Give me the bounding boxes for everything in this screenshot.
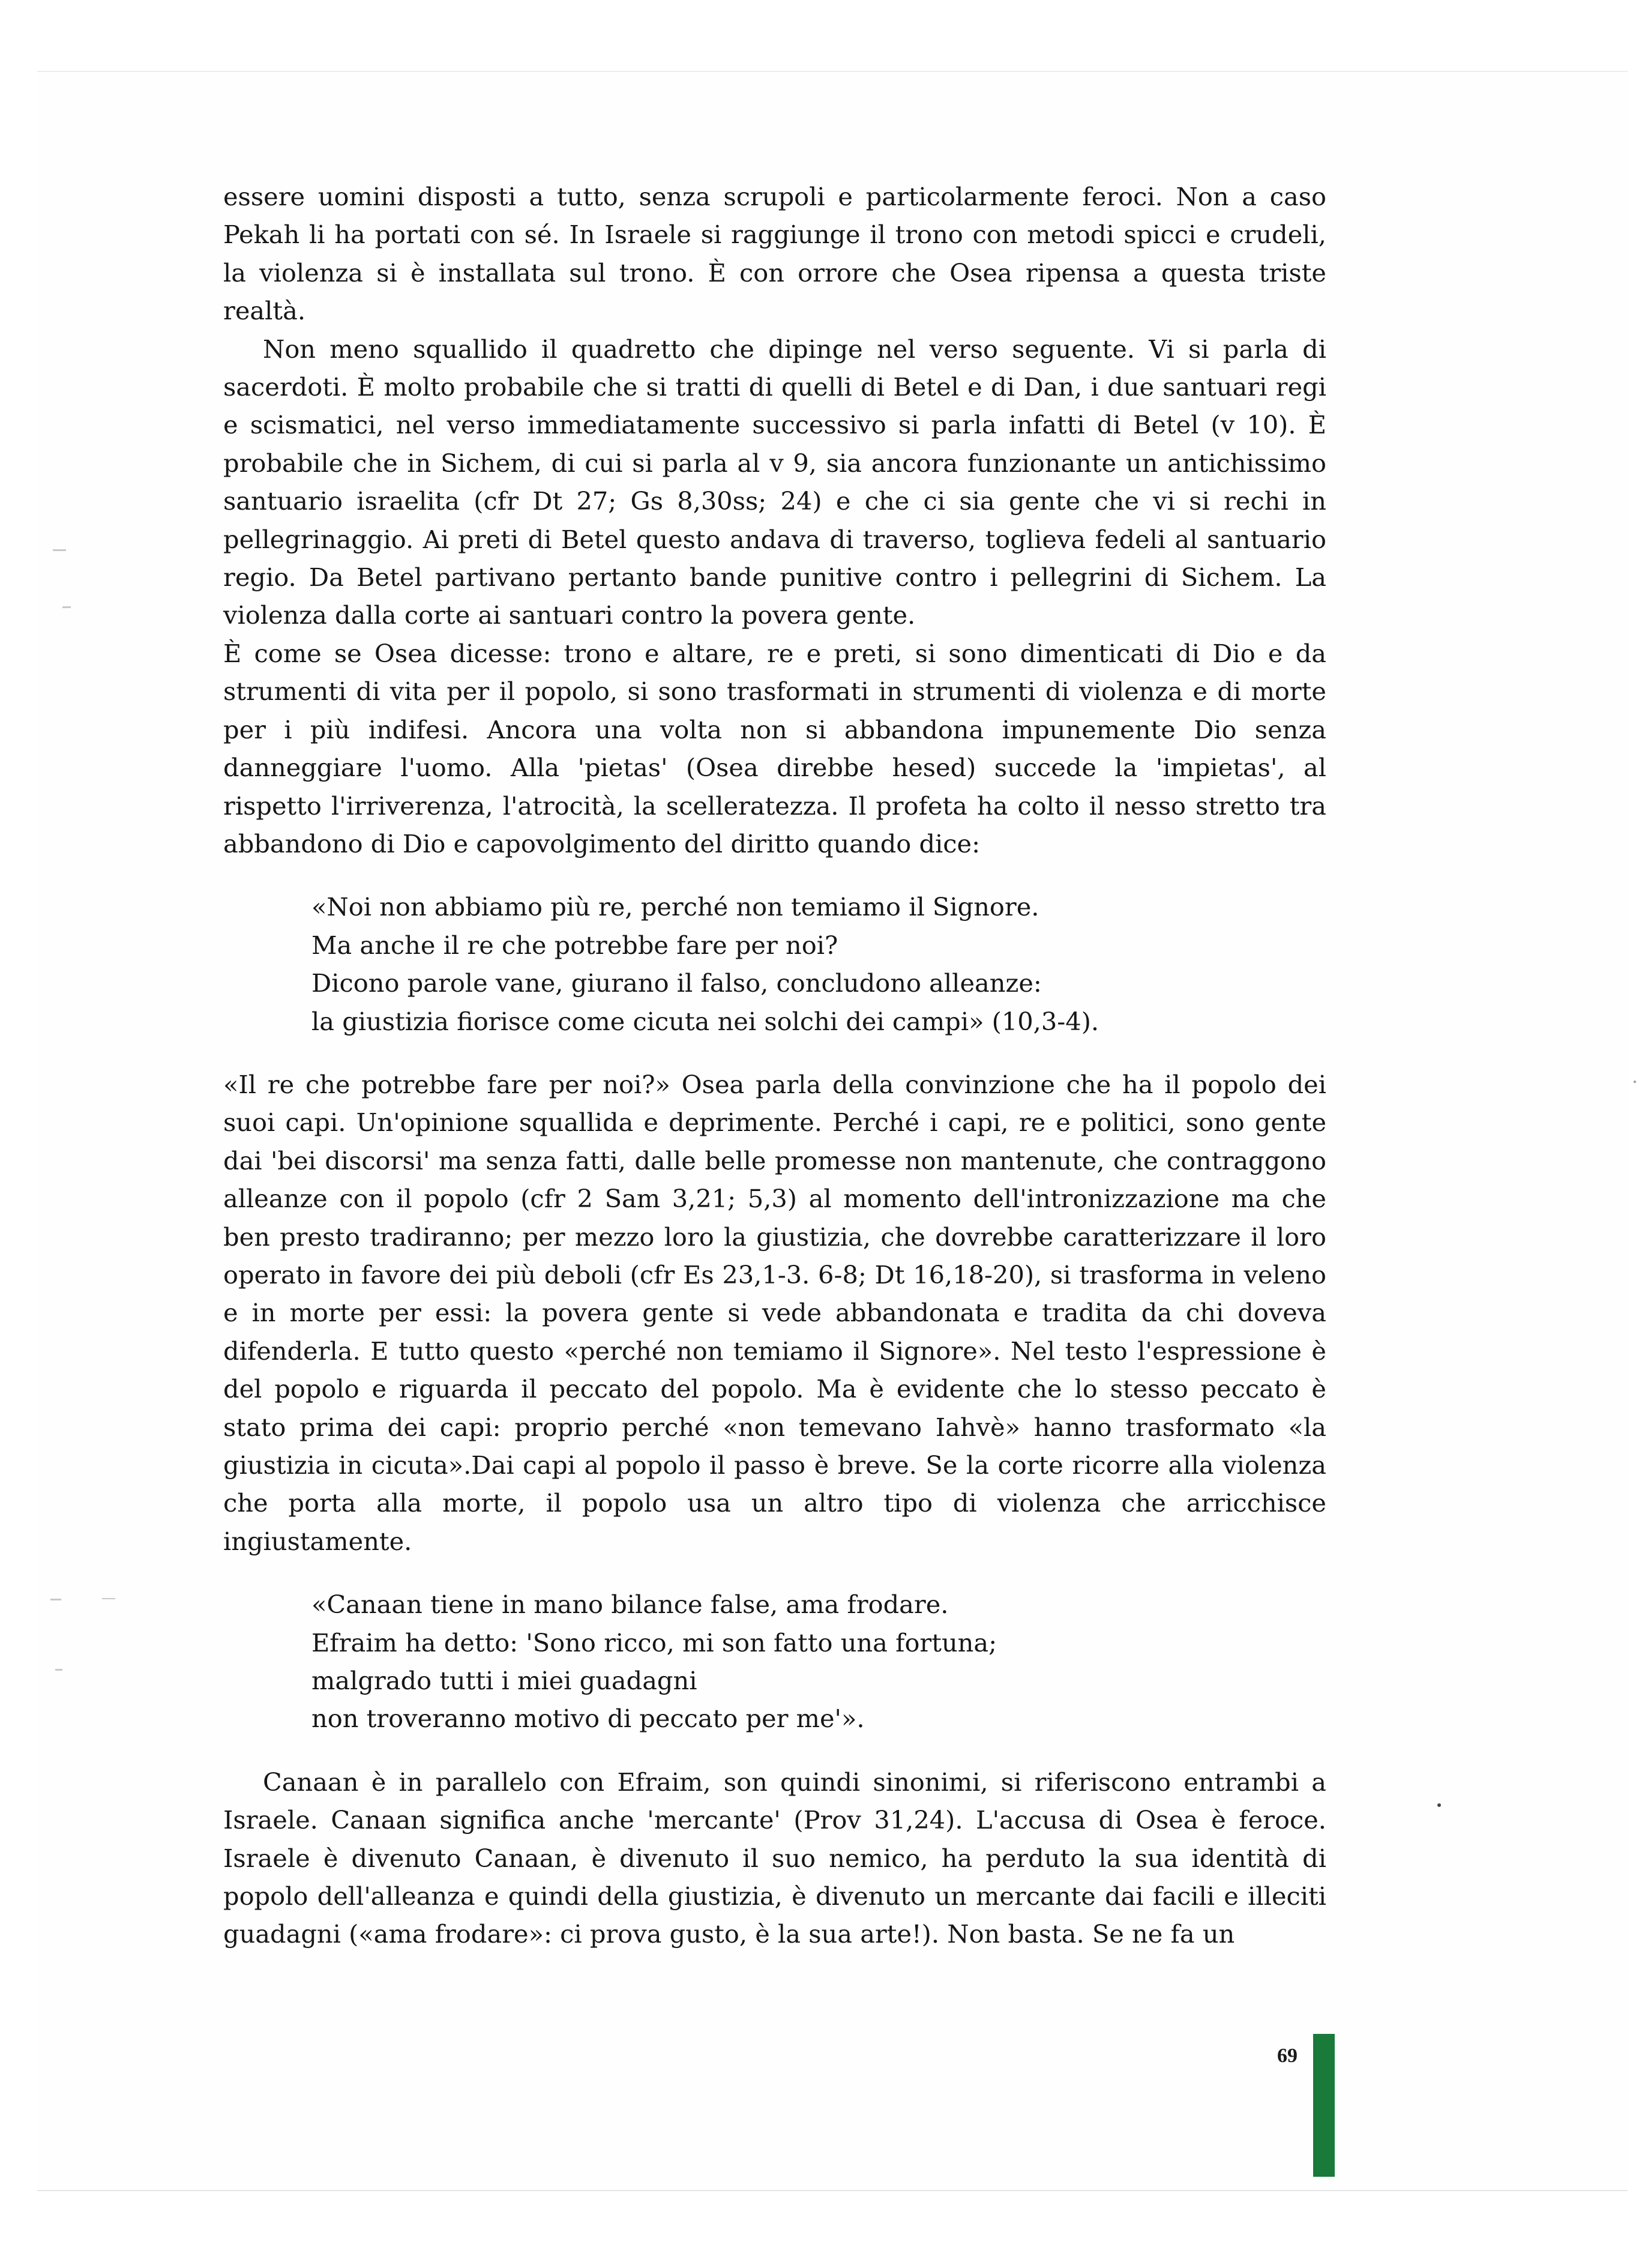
paragraph: «Il re che potrebbe fare per noi?» Osea parla della convinzione che ha il popolo dei suoi capi. Un'opinione squallida e deprimente. Perché i capi, re e politici, sono gente dai 'bei discorsi' ma senza fatti, dalle belle promesse non mantenute, che contraggono alleanze con il popolo (cfr 2 Sam 3,21; 5,3) al momento dell'intronizzazione ma che ben presto tradiranno; per mezzo loro la giustizia, che dovrebbe caratterizzare il loro operato in favore dei più deboli (cfr Es 23,1-3. 6-8; Dt 16,18-20), si trasforma in veleno e in morte per essi: la povera gente si vede abbandonata e tradita da chi doveva difenderla. E tutto questo «perché non temiamo il Signore». Nel testo l'espressione è del popolo e riguarda il peccato del popolo. Ma è evidente che lo stesso peccato è stato prima dei capi: proprio perché «non temevano Iahvè» hanno trasformato «la giustizia in cicuta».Dai capi al popolo il passo è breve. Se la corte ricorre alla violenza che porta alla morte, il popolo usa un altro tipo di violenza che arricchisce ingiustamente. — [223, 1069, 1326, 1556]
page-number: 69 — [1277, 2045, 1298, 2067]
scan-mark — [102, 1598, 115, 1599]
paragraph: È come se Osea dicesse: trono e altare, re e preti, si sono dimenticati di Dio e da strumenti di vita per il popolo, si sono trasformati in strumenti di violenza e di morte per i più indifesi. Ancora una volta non si abbandona impunemente Dio senza danneggiare l'uomo. Alla 'pietas' (Osea direbbe hesed) succede la 'impietas', al rispetto l'irriverenza, l'atrocità, la scelleratezza. Il profeta ha colto il nesso stretto tra abbandono di Dio e capovolgimento del diritto quando dice: — [223, 638, 1326, 858]
scripture-quote — [311, 888, 1188, 1040]
quote-line: Ma anche il re che potrebbe fare per noi? — [311, 930, 838, 960]
quote-line: «Noi non abbiamo più re, perché non temiamo il Signore. — [311, 892, 1039, 922]
quote-line: la giustizia fiorisce come cicuta nei solchi dei campi» (10,3-4). — [311, 1006, 1099, 1036]
scripture-quote — [311, 1585, 1188, 1738]
paragraph: essere uomini disposti a tutto, senza scrupoli e particolarmente feroci. Non a caso Pekah li ha portati con sé. In Israele si raggiunge il trono con metodi spicci e crudeli, la violenza si è installata sul trono. È con orrore che Osea ripensa a questa triste realtà. — [223, 182, 1326, 326]
green-margin-bar — [1313, 2034, 1335, 2177]
quote-line: non troveranno motivo di peccato per me'». — [311, 1704, 865, 1734]
scan-mark — [1437, 1803, 1441, 1807]
quote-line: malgrado tutti i miei guadagni — [311, 1666, 697, 1696]
paragraph: Canaan è in parallelo con Efraim, son quindi sinonimi, si riferiscono entrambi a Israele. Canaan significa anche 'mercante' (Prov 31,24). L'accusa di Osea è feroce. Israele è divenuto Canaan, è divenuto il suo nemico, ha perduto la sua identità di popolo dell'alleanza e quindi della giustizia, è divenuto un mercante dai facili e illeciti guadagni («ama frodare»: ci prova gusto, è la sua arte!). Non basta. Se ne fa un — [223, 1767, 1326, 1949]
quote-line: Dicono parole vane, giurano il falso, concludono alleanze: — [311, 968, 1042, 998]
body-text — [223, 178, 1326, 1953]
scan-mark — [50, 1599, 61, 1600]
quote-line: «Canaan tiene in mano bilance false, ama frodare. — [311, 1590, 949, 1620]
scan-mark — [53, 549, 66, 551]
paragraph: Non meno squallido il quadretto che dipinge nel verso seguente. Vi si parla di sacerdoti. È molto probabile che si tratti di quelli di Betel e di Dan, i due santuari regi e scismatici, nel verso immediatamente successivo si parla infatti di Betel (v 10). È probabile che in Sichem, di cui si parla al v 9, sia ancora funzionante un antichissimo santuario israelita (cfr Dt 27; Gs 8,30ss; 24) e che ci sia gente che vi si rechi in pellegrinaggio. Ai preti di Betel questo andava di traverso, toglieva fedeli al santuario regio. Da Betel partivano pertanto bande punitive contro i pellegrini di Sichem. La violenza dalla corte ai santuari contro la povera gente. — [223, 334, 1326, 630]
quote-line: Efraim ha detto: 'Sono ricco, mi son fatto una fortuna; — [311, 1627, 997, 1657]
scan-mark — [55, 1669, 62, 1671]
scan-mark — [1634, 1081, 1636, 1083]
scan-mark — [62, 606, 71, 608]
